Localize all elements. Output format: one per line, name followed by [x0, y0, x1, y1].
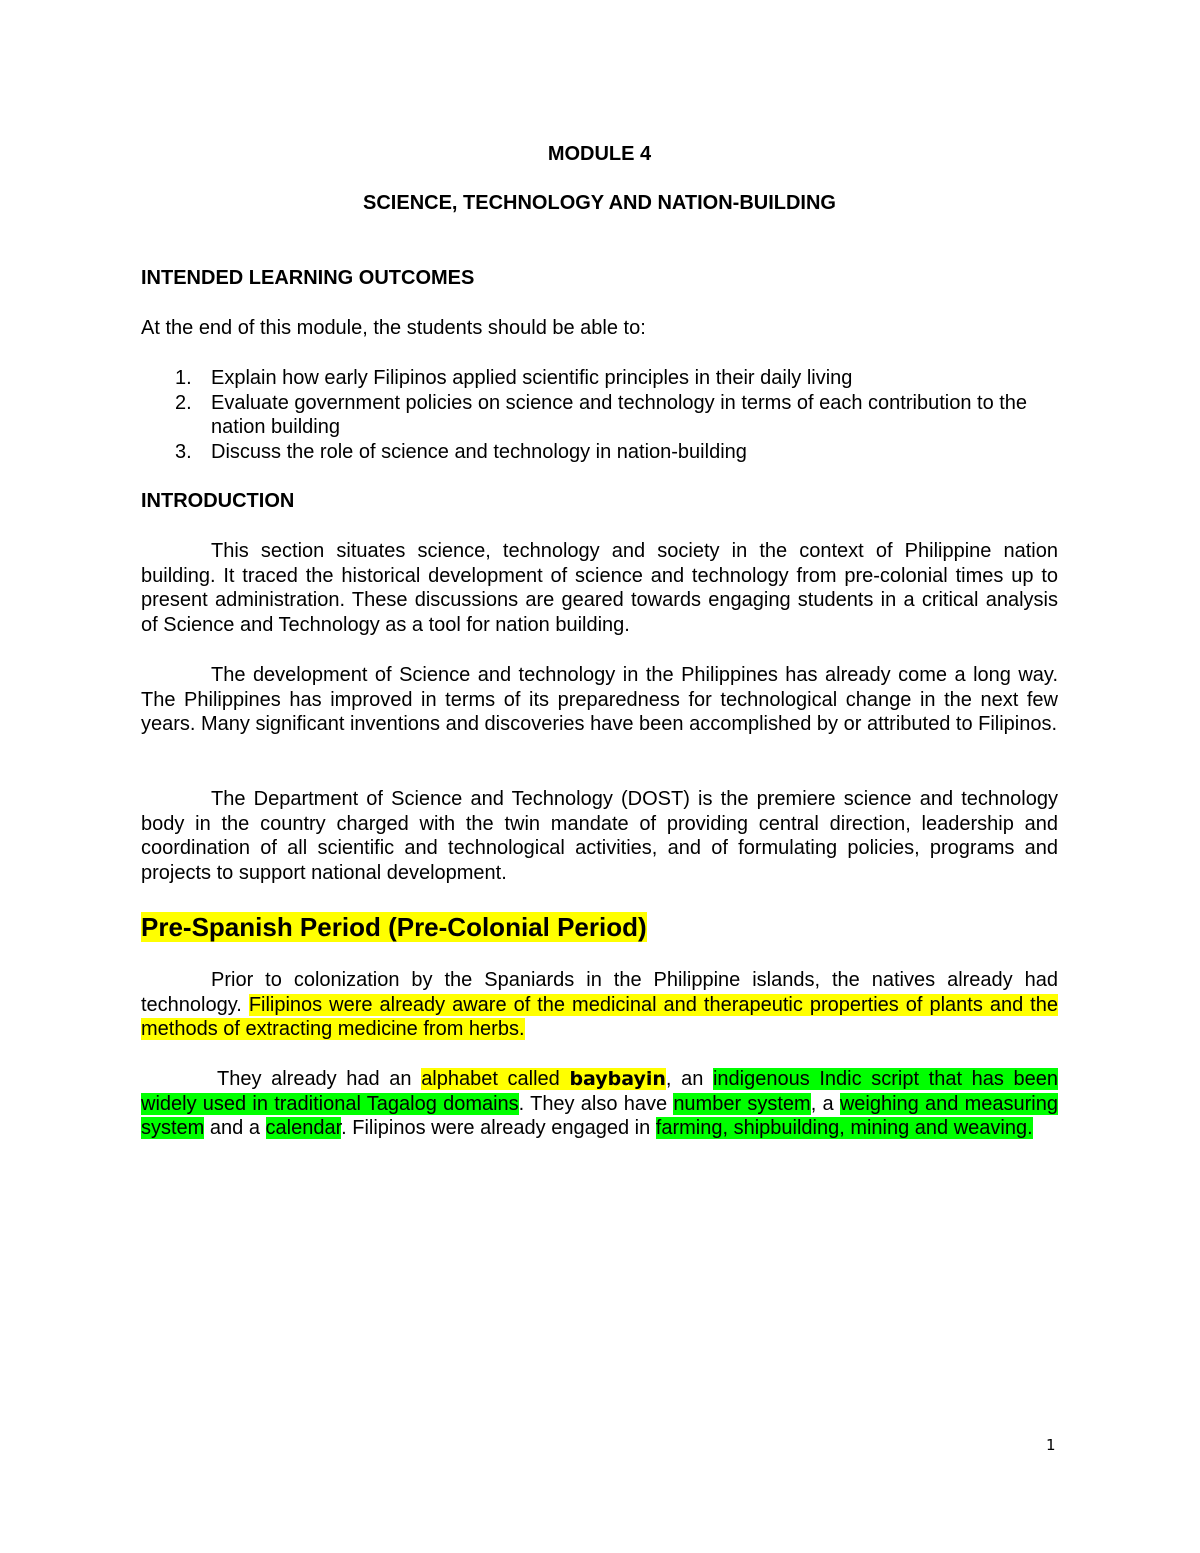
list-item [141, 391, 1058, 440]
pre-spanish-heading-text: Pre-Spanish Period (Pre-Colonial Period) [141, 912, 647, 942]
module-title: MODULE 4 [547, 143, 652, 165]
p2-highlight-weighing: weighing and measuring system [141, 1092, 1058, 1140]
list-number: 2. [175, 391, 192, 414]
intro-paragraph-3: The Department of Science and Technology (DOST) is the premiere science and technology body in the country charged with the twin mandate of providing central direction, leadership and coordination of all scientific and technological activities, and of formulating policies, programs and projects to support national development. [141, 788, 1058, 885]
p2-segment: . They also have [518, 1092, 674, 1115]
p2-segment: , an [665, 1068, 713, 1090]
p2-segment: . Filipinos were already engaged in [341, 1117, 656, 1140]
p2-highlight-calendar: calendar [265, 1117, 342, 1140]
pre-spanish-p1-text: Prior to colonization by the Spaniards in the Philippine islands, the natives already had technology. [141, 969, 1058, 1016]
list-number: 3. [175, 440, 192, 463]
pre-spanish-paragraph-1 [141, 968, 1058, 1042]
page-number: 1 [1046, 1436, 1056, 1454]
ilo-heading: INTENDED LEARNING OUTCOMES [141, 267, 475, 289]
p2-baybayin: baybayin [569, 1068, 666, 1090]
p2-segment: , a [810, 1092, 840, 1115]
intro-paragraph-1: This section situates science, technology and society in the context of Philippine nation building. It traced the historical development of science and technology from pre-colonial times up to present administration. These discussions are geared towards engaging students in a critical analysis of Science and Technology as a tool for nation building. [141, 540, 1058, 637]
introduction-heading: INTRODUCTION [141, 490, 295, 512]
ilo-list [141, 366, 1058, 464]
list-text: Evaluate government policies on science and technology in terms of each contribution to the nation building [211, 391, 1028, 438]
list-text: Discuss the role of science and technology in nation-building [211, 440, 747, 463]
list-item [141, 366, 1058, 391]
pre-spanish-p1-highlight: Filipinos were already aware of the medicinal and therapeutic properties of plants and the methods of extracting medicine from herbs. [141, 993, 1058, 1041]
list-number: 1. [175, 367, 192, 389]
p2-highlight-number-system: number system [673, 1092, 811, 1115]
pre-spanish-heading [141, 911, 647, 943]
list-text: Explain how early Filipinos applied scientific principles in their daily living [211, 367, 853, 389]
ilo-lead: At the end of this module, the students should be able to: [141, 317, 646, 339]
p2-highlight-alphabet [421, 1068, 666, 1090]
list-item [141, 440, 1058, 465]
p2-highlight-activities: farming, shipbuilding, mining and weaving. [655, 1117, 1033, 1140]
pre-spanish-paragraph-2 [141, 1067, 1058, 1141]
p2-highlight-script: indigenous Indic script that has been widely used in traditional Tagalog domains [141, 1068, 1058, 1115]
module-subtitle: SCIENCE, TECHNOLOGY AND NATION-BUILDING [363, 192, 836, 214]
p2-highlight-alphabet-text: alphabet called [421, 1068, 570, 1090]
p2-segment: and a [204, 1117, 266, 1140]
p2-segment: They already had an [217, 1068, 422, 1090]
intro-paragraph-2: The development of Science and technology in the Philippines has already come a long way. The Philippines has improved in terms of its preparedness for technological change in the next few years. Many significant inventions and discoveries have been accomplished by or attributed to Filipinos. [141, 664, 1058, 736]
